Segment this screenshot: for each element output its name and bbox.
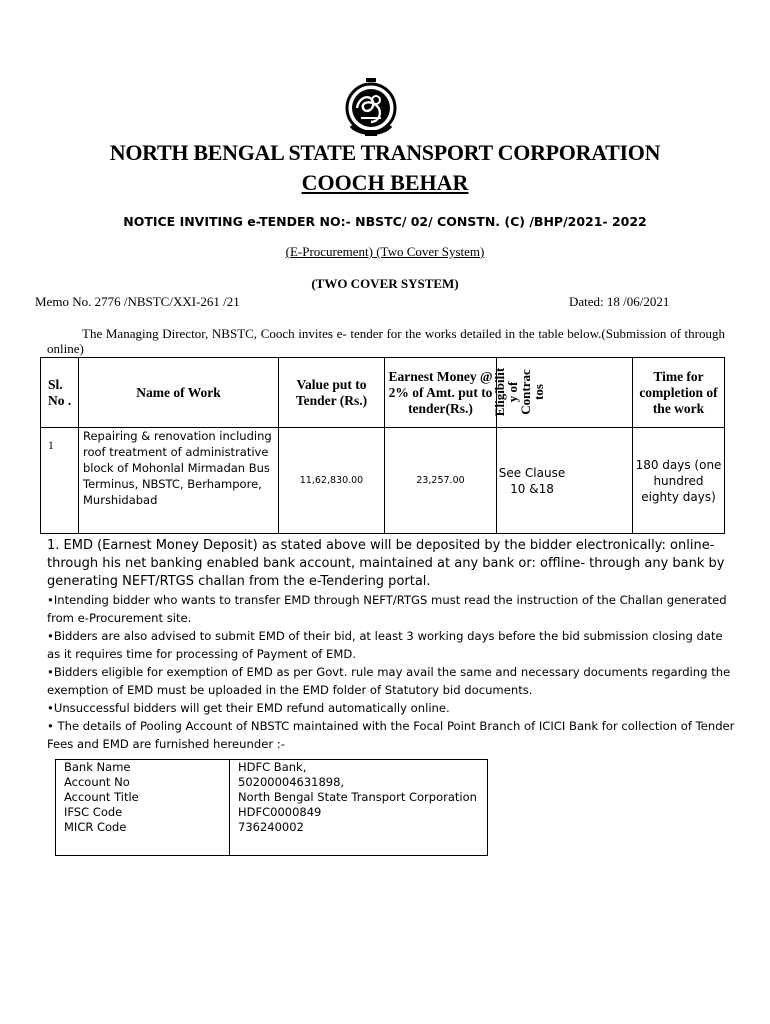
clause-3: •Bidders are also advised to submit EMD of their bid, at least 3 working days before the bid submission closing date as it requires time for processing of Payment of EMD.	[47, 629, 723, 661]
table-row	[41, 428, 725, 534]
header-time: Time for completion of the work	[633, 358, 725, 428]
header-eligibility	[492, 358, 633, 428]
bank-label: Account Title	[56, 790, 230, 805]
procurement-type: (E-Procurement) (Two Cover System)	[285, 244, 485, 259]
memo-date: Dated: 18 /06/2021	[569, 294, 670, 309]
bank-label: Bank Name	[56, 760, 230, 776]
clause-1: 1. EMD (Earnest Money Deposit) as stated above will be deposited by the bidder electronically: online- through his net banking enabled bank account, maintained at any bank or: offline- through any bank by generating NEFT/RTGS challan from the e-Tendering portal.	[47, 538, 725, 589]
table-row	[56, 820, 488, 835]
clause-6: • The details of Pooling Account of NBSTC maintained with the Focal Point Branch of ICICI Bank for collection of Tender Fees and EMD are furnished hereunder :-	[47, 719, 735, 751]
cell-eligibility: See Clause 10 &18	[497, 428, 633, 534]
bank-value	[230, 835, 488, 856]
header-name-of-work: Name of Work	[79, 358, 279, 428]
notice-title: NOTICE INVITING e-TENDER NO:- NBSTC/ 02/ CONSTN. (C) /BHP/2021- 2022	[123, 214, 647, 229]
bank-label: IFSC Code	[56, 805, 230, 820]
clause-2: •Intending bidder who wants to transfer EMD through NEFT/RTGS must read the instruction of the Challan generated from e-Procurement site.	[47, 593, 727, 625]
cell-value: 11,62,830.00	[279, 428, 385, 534]
clause-4: •Bidders eligible for exemption of EMD as per Govt. rule may avail the same and necessary documents regarding the exemption of EMD must be uploaded in the EMD folder of Statutory bid documents.	[47, 665, 731, 697]
emd-clauses	[47, 537, 737, 753]
table-row	[56, 805, 488, 820]
organization-name: NORTH BENGAL STATE TRANSPORT CORPORATION	[109, 140, 661, 165]
header-emd: Earnest Money @ 2% of Amt. put to tender(Rs.)	[385, 358, 497, 428]
cell-emd: 23,257.00	[385, 428, 497, 534]
cell-sl: 1	[41, 428, 79, 534]
bank-details-table	[55, 759, 488, 856]
bank-value: HDFC Bank,	[230, 760, 488, 776]
table-row	[56, 790, 488, 805]
bank-label: MICR Code	[56, 820, 230, 835]
memo-number: Memo No. 2776 /NBSTC/XXI-261 /21	[35, 294, 240, 309]
cell-name-of-work: Repairing & renovation including roof treatment of administrative block of Mohonlal Mirmadan Bus Terminus, NBSTC, Berhampore, Murshidabad	[79, 428, 279, 534]
table-row	[56, 760, 488, 776]
cover-system: (TWO COVER SYSTEM)	[311, 276, 459, 291]
nbstc-emblem-icon	[343, 78, 399, 138]
header-value: Value put to Tender (Rs.)	[279, 358, 385, 428]
works-table	[40, 357, 725, 534]
bank-value: 50200004631898,	[230, 775, 488, 790]
bank-label	[56, 835, 230, 856]
bank-label: Account No	[56, 775, 230, 790]
bank-value: North Bengal State Transport Corporation	[230, 790, 488, 805]
intro-paragraph: The Managing Director, NBSTC, Cooch invites e- tender for the works detailed in the table below.(Submission of through online)	[47, 326, 725, 356]
cell-time: 180 days (one hundred eighty days)	[633, 428, 725, 534]
table-row	[56, 835, 488, 856]
bank-value: 736240002	[230, 820, 488, 835]
clause-5: •Unsuccessful bidders will get their EMD refund automatically online.	[47, 701, 450, 715]
eligibility-vertical-text: Eligibilit y of Contrac tos	[492, 367, 547, 416]
header-sl-no: Sl. No .	[41, 358, 79, 428]
works-table-header	[41, 358, 725, 428]
table-row	[56, 775, 488, 790]
bank-value: HDFC0000849	[230, 805, 488, 820]
organization-city: COOCH BEHAR	[301, 170, 469, 195]
